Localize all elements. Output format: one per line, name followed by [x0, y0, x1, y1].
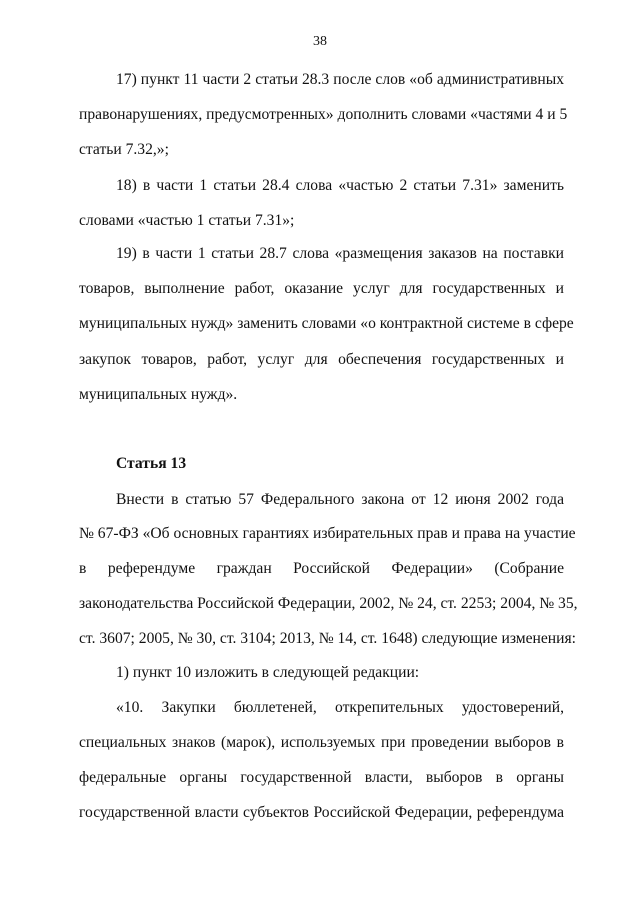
item-17-line-1: 17) пункт 11 части 2 статьи 28.3 после слов «об административных: [116, 71, 564, 88]
item-17-line-2: правонарушениях, предусмотренных» дополнить словами «частями 4 и 5: [79, 106, 568, 123]
article-body-line-4: законодательства Российской Федерации, 2002, № 24, ст. 2253; 2004, № 35,: [79, 595, 578, 612]
item-19-line-2: товаров, выполнение работ, оказание услуг для государственных и: [79, 280, 564, 297]
item-17-line-3: статьи 7.32,»;: [79, 141, 169, 158]
item-18-line-2: словами «частью 1 статьи 7.31»;: [79, 212, 295, 229]
item-19-line-1: 19) в части 1 статьи 28.7 слова «размещения заказов на поставки: [116, 245, 564, 262]
quote-line-1: «10. Закупки бюллетеней, открепительных удостоверений,: [116, 699, 564, 716]
quote-line-2: специальных знаков (марок), используемых при проведении выборов в: [79, 734, 564, 751]
article-body-line-3: в референдуме граждан Российской Федерации» (Собрание: [79, 560, 564, 577]
article-body-line-1: Внести в статью 57 Федерального закона от 12 июня 2002 года: [116, 491, 564, 508]
item-18-line-1: 18) в части 1 статьи 28.4 слова «частью 2 статьи 7.31» заменить: [116, 177, 564, 194]
item-19-line-5: муниципальных нужд».: [79, 386, 238, 403]
article-heading: Статья 13: [116, 455, 187, 472]
item-19-line-3: муниципальных нужд» заменить словами «о контрактной системе в сфере: [79, 315, 574, 332]
article-body-line-5: ст. 3607; 2005, № 30, ст. 3104; 2013, № 14, ст. 1648) следующие изменения:: [79, 630, 577, 647]
item-19-line-4: закупок товаров, работ, услуг для обеспечения государственных и: [79, 351, 564, 368]
point-1-line: 1) пункт 10 изложить в следующей редакции:: [116, 664, 420, 681]
quote-line-3: федеральные органы государственной власти, выборов в органы: [79, 769, 564, 786]
page-number: 38: [313, 34, 327, 49]
quote-line-4: государственной власти субъектов Российской Федерации, референдума: [79, 804, 564, 821]
article-body-line-2: № 67-ФЗ «Об основных гарантиях избирательных прав и права на участие: [79, 525, 576, 542]
